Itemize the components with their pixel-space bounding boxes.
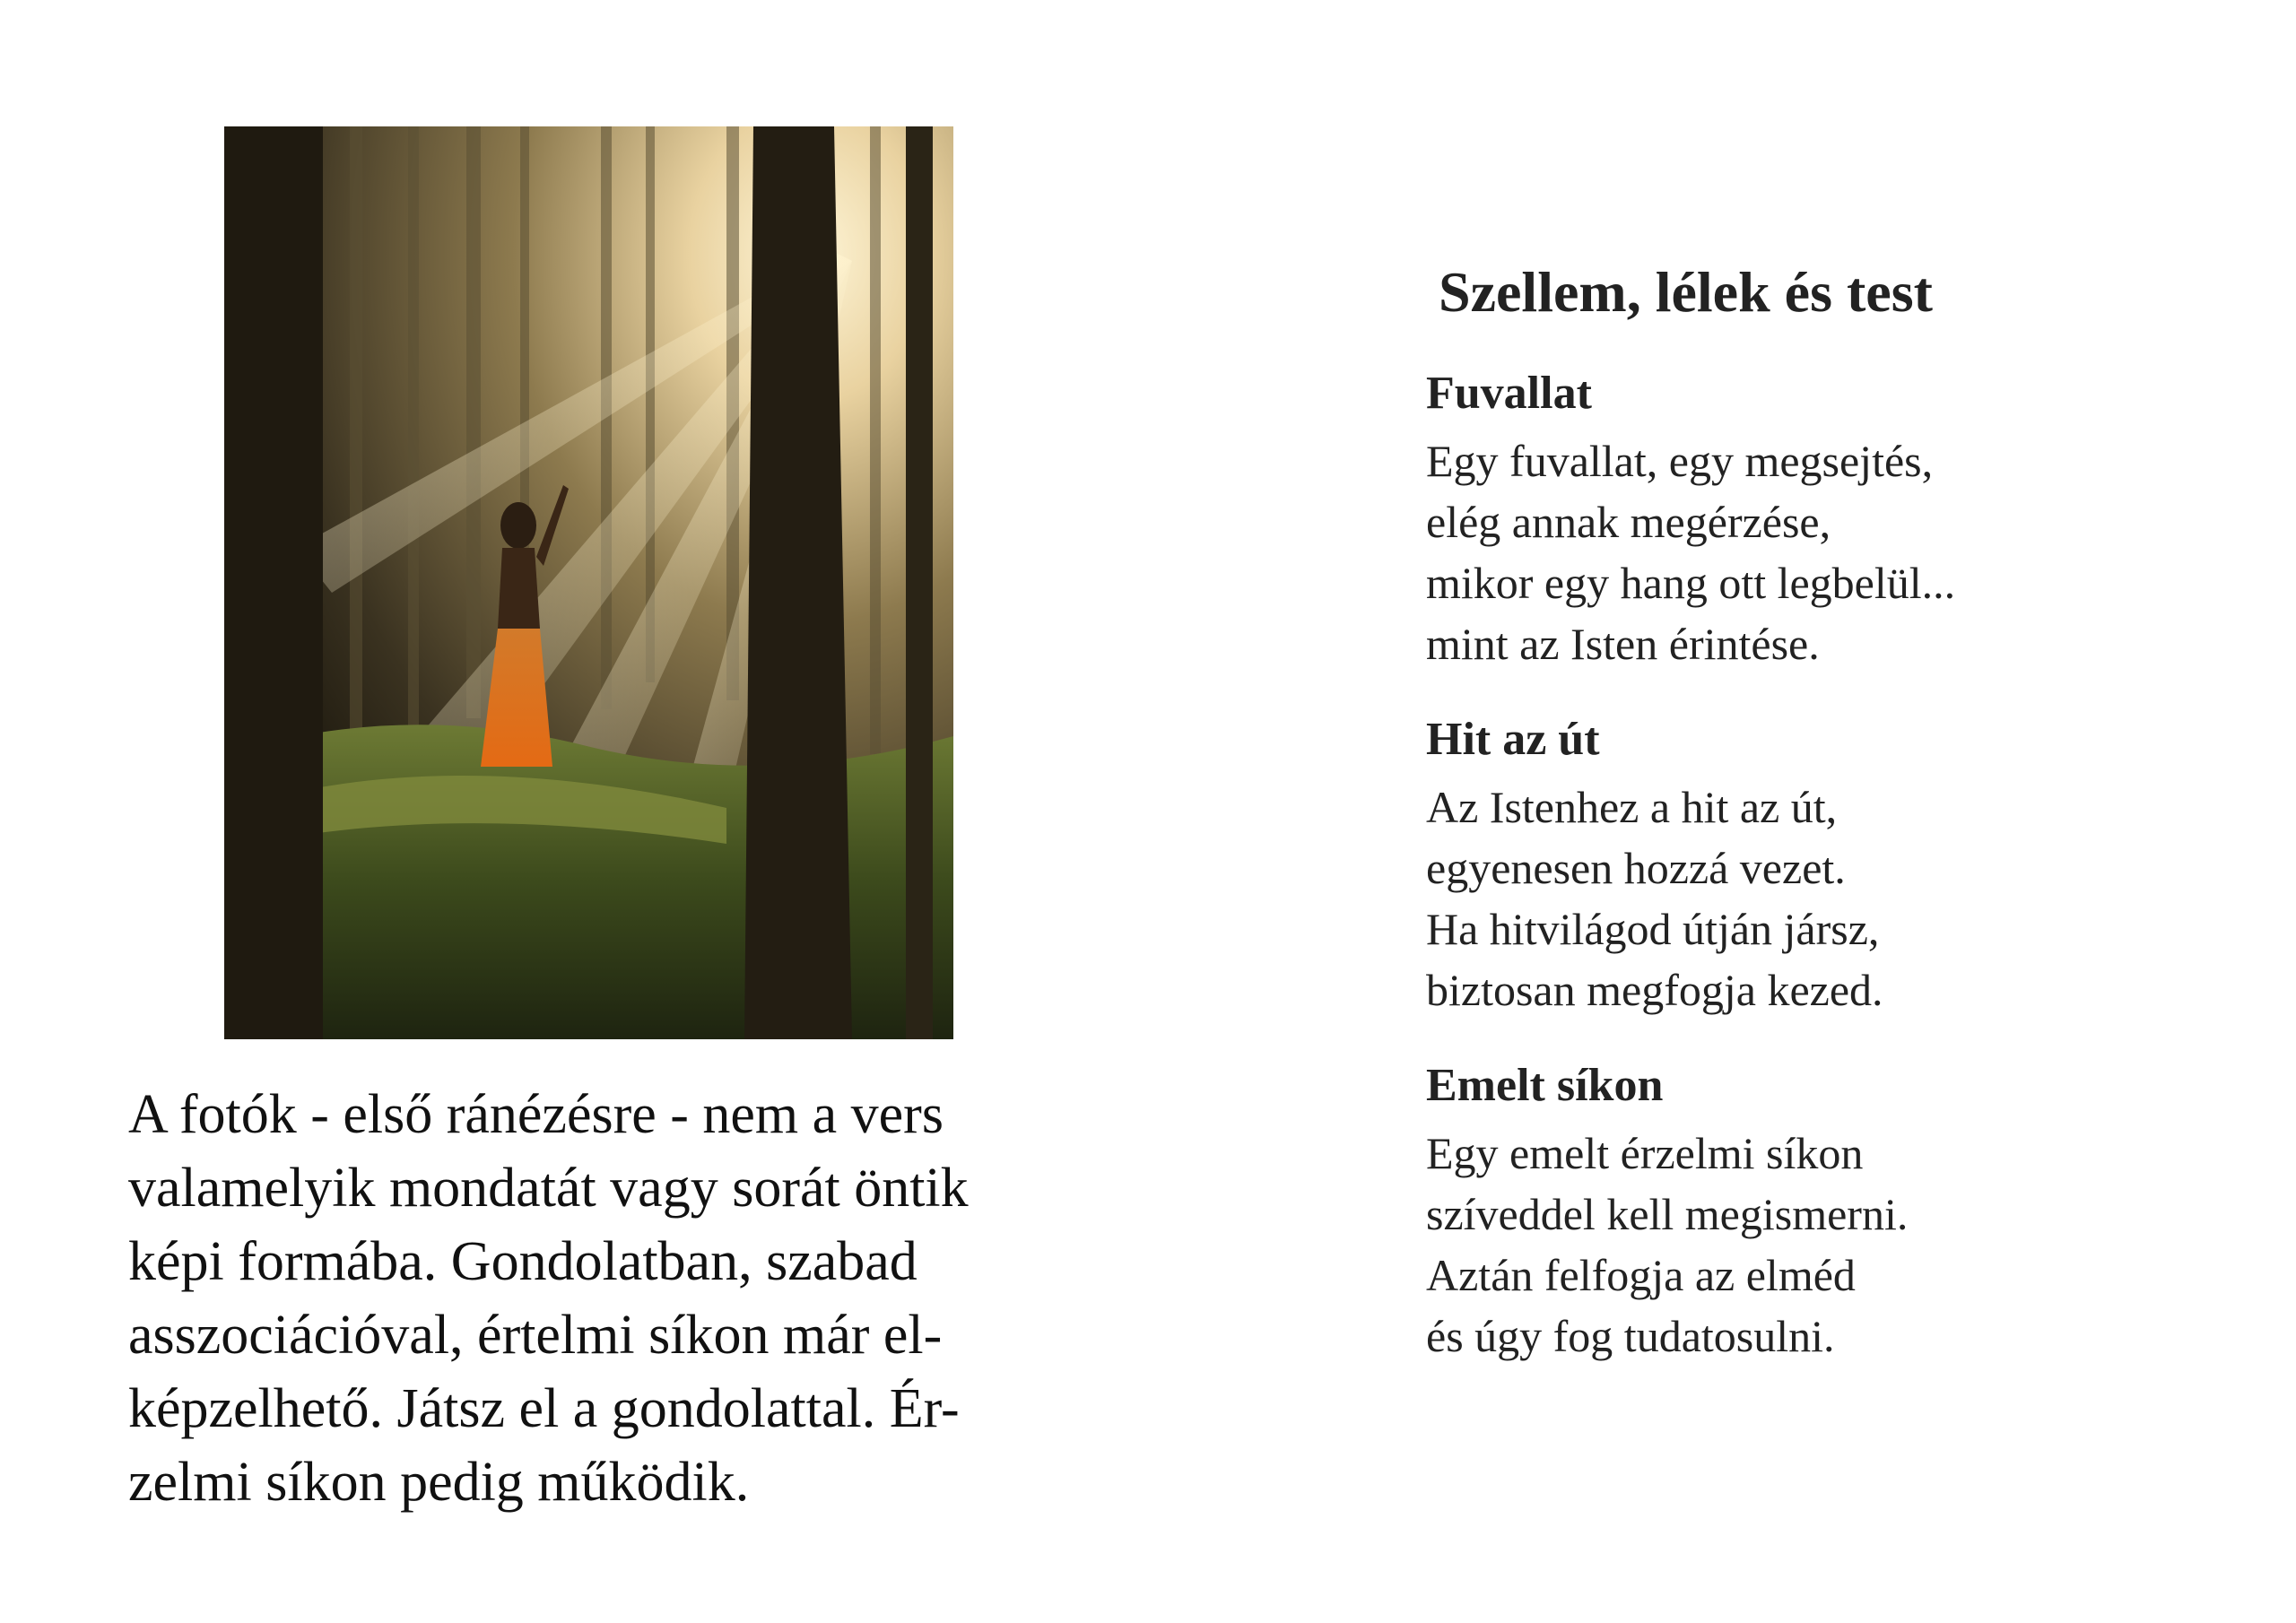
stanza-heading: Hit az út xyxy=(1426,714,1600,765)
poem-line: szíveddel kell megismerni. xyxy=(1426,1189,1909,1239)
stanza-lines xyxy=(1426,1123,2233,1367)
stanza-heading: Emelt síkon xyxy=(1426,1060,1664,1111)
stanza-emelt-sikon xyxy=(1426,1055,2233,1367)
stanza-heading: Fuvallat xyxy=(1426,368,1592,419)
poem-line: mikor egy hang ott legbelül... xyxy=(1426,558,1956,608)
poem-line: elég annak megérzése, xyxy=(1426,497,1831,547)
stanza-hit-az-ut xyxy=(1426,708,2233,1020)
poem-line: Egy emelt érzelmi síkon xyxy=(1426,1128,1864,1178)
stanza-lines xyxy=(1426,777,2233,1020)
forest-photo xyxy=(224,126,953,1039)
poem-line: és úgy fog tudatosulni. xyxy=(1426,1311,1835,1361)
poem-line: Az Istenhez a hit az út, xyxy=(1426,782,1838,832)
stanza-fuvallat xyxy=(1426,362,2233,674)
poem-line: Aztán felfogja az elméd xyxy=(1426,1250,1856,1300)
poem-line: Egy fuvallat, egy megsejtés, xyxy=(1426,436,1934,486)
poem-line: egyenesen hozzá vezet. xyxy=(1426,843,1846,893)
poem-line: mint az Isten érintése. xyxy=(1426,619,1820,669)
poem-title: Szellem, lélek és test xyxy=(1439,260,1933,324)
photo-caption: A fotók - első ránézésre - nem a vers valamelyik mondatát vagy sorát öntik képi formába. Gondolatban, szabad asszociációval, értelmi síkon már el- képzelhető. Játsz el a gondolattal. Ér- zelmi síkon pedig működik. xyxy=(128,1084,969,1513)
stanza-lines xyxy=(1426,430,2233,674)
forest-illustration xyxy=(224,126,953,1039)
poem-line: Ha hitvilágod útján jársz, xyxy=(1426,904,1880,954)
poem-line: biztosan megfogja kezed. xyxy=(1426,965,1883,1015)
